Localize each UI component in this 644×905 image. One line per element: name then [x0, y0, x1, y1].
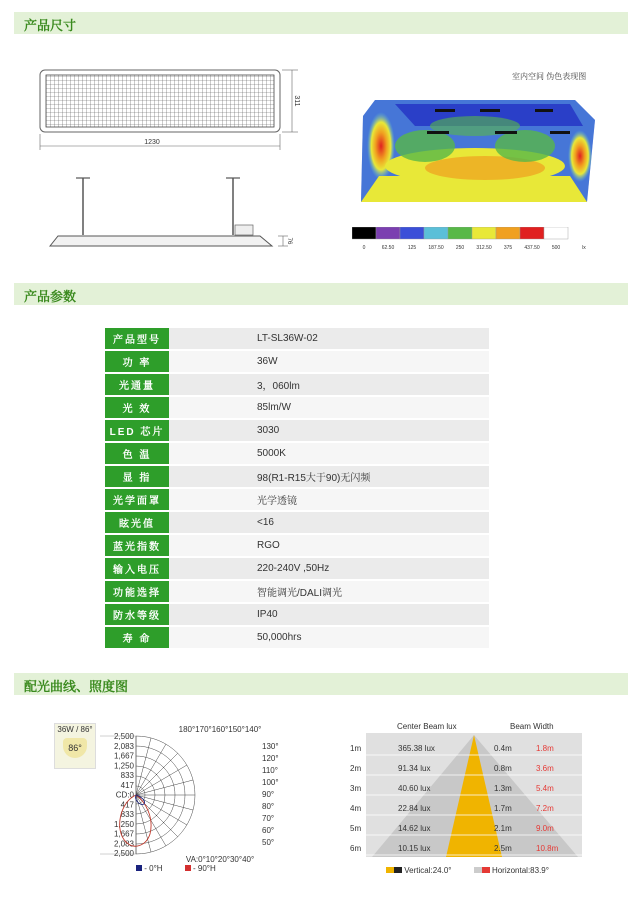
polar-scale-label: 2,083 — [113, 741, 134, 751]
beam-lux: 10.15 lux — [398, 844, 431, 853]
beam-width-vertical: 1.3m — [494, 784, 512, 793]
beam-distance: 3m — [350, 784, 362, 793]
param-key: 色 温 — [105, 442, 169, 465]
polar-angle-label: 100° — [262, 778, 279, 787]
param-value: <16 — [169, 511, 489, 534]
param-key: 光学面罩 — [105, 488, 169, 511]
side-view — [50, 236, 272, 246]
scale-swatch — [520, 227, 544, 239]
polar-angle-label: 130° — [262, 742, 279, 751]
beam-distance: 4m — [350, 804, 362, 813]
beam-width-horizontal: 5.4m — [536, 784, 554, 793]
scale-label: 375 — [503, 245, 513, 251]
heatmap-scale — [352, 227, 592, 255]
param-row — [105, 534, 489, 557]
param-value: 220-240V ,50Hz — [169, 557, 489, 580]
scale-swatch — [472, 227, 496, 239]
scale-label: 187.50 — [428, 245, 444, 251]
param-row — [105, 465, 489, 488]
polar-angle-label: 80° — [262, 802, 275, 811]
scale-label: 62.50 — [381, 245, 395, 251]
scale-swatch — [424, 227, 448, 239]
polar-scale-label: 1,250 — [113, 819, 134, 829]
beam-distance: 6m — [350, 844, 362, 853]
beam-lux: 22.84 lux — [398, 804, 431, 813]
legend-90h: - 90°H — [193, 864, 216, 873]
param-row — [105, 557, 489, 580]
polar-angle-label: 90° — [262, 790, 275, 799]
param-key: 寿 命 — [105, 626, 169, 649]
param-value: IP40 — [169, 603, 489, 626]
param-value: 3030 — [169, 419, 489, 442]
length-label: 1230 — [144, 139, 160, 146]
scale-label: 250 — [455, 245, 465, 251]
beam-lux: 14.62 lux — [398, 824, 431, 833]
polar-scale-label: 1,250 — [113, 761, 134, 771]
scale-swatch — [496, 227, 520, 239]
beam-width-horizontal: 3.6m — [536, 764, 554, 773]
polar-scale-label: 2,500 — [113, 849, 134, 858]
polar-scale-label: 833 — [120, 810, 134, 819]
beam-lux: 40.60 lux — [398, 784, 431, 793]
polar-scale-label: 2,500 — [113, 732, 134, 741]
polar-scale-label: 1,667 — [113, 751, 134, 761]
beam-lux: 365.38 lux — [398, 744, 435, 753]
param-key: 产品型号 — [105, 328, 169, 350]
polar-scale-label: 417 — [120, 800, 134, 810]
param-key: 输入电压 — [105, 557, 169, 580]
polar-angle-label: 50° — [262, 838, 275, 847]
param-key: 功 率 — [105, 350, 169, 373]
polar-legend — [136, 864, 216, 873]
param-key: 光 效 — [105, 396, 169, 419]
beam-header-right: Beam Width — [510, 722, 554, 731]
param-key: 功能选择 — [105, 580, 169, 603]
beam-width-horizontal: 10.8m — [536, 844, 559, 853]
legend-0h: - 0°H — [144, 864, 163, 873]
scale-label: 500 — [551, 245, 561, 251]
polar-scale-label: 1,667 — [113, 829, 134, 839]
legend-vertical: Vertical:24.0° — [404, 866, 452, 875]
legend-vertical-swatch — [386, 867, 394, 873]
scale-swatch — [448, 227, 472, 239]
scale-label: 312.50 — [476, 245, 492, 251]
polar-angle-label: 120° — [262, 754, 279, 763]
param-row — [105, 626, 489, 649]
beam-width-horizontal: 7.2m — [536, 804, 554, 813]
polar-angle-label: 110° — [262, 766, 278, 775]
beam-width-vertical: 1.7m — [494, 804, 512, 813]
param-key: 光通量 — [105, 373, 169, 396]
param-row — [105, 328, 489, 350]
param-key: 蓝光指数 — [105, 534, 169, 557]
section-header-parameters — [14, 283, 628, 305]
beam-header-left: Center Beam lux — [397, 722, 457, 731]
badge-title: 36W / 86° — [57, 725, 93, 734]
beam-width-vertical: 0.8m — [494, 764, 512, 773]
param-value: 36W — [169, 350, 489, 373]
polar-top-labels: 180°170°160°150°140° — [178, 725, 262, 734]
param-value: 98(R1-R15大于90)无闪频 — [169, 465, 489, 488]
param-row — [105, 396, 489, 419]
beam-distance: 2m — [350, 764, 362, 773]
polar-scale-label: 417 — [120, 780, 134, 790]
param-row — [105, 350, 489, 373]
beam-distance: 5m — [350, 824, 362, 833]
param-value: 3，060lm — [169, 373, 489, 396]
dimension-drawing — [30, 60, 310, 260]
scale-swatch — [352, 227, 376, 239]
parameters-table — [105, 328, 489, 650]
param-row — [105, 580, 489, 603]
beam-distance: 1m — [350, 744, 362, 753]
param-key: 眩光值 — [105, 511, 169, 534]
param-key: LED 芯片 — [105, 419, 169, 442]
param-row — [105, 488, 489, 511]
param-value: 智能调光/DALI调光 — [169, 580, 489, 603]
legend-0h-swatch — [136, 865, 142, 871]
param-value: RGO — [169, 534, 489, 557]
param-row — [105, 419, 489, 442]
section-header-dimensions — [14, 12, 628, 34]
heatmap-title: 室内空间 伪色表现图 — [512, 72, 587, 81]
beam-width-vertical: 2.1m — [494, 824, 512, 833]
scale-swatch — [400, 227, 424, 239]
polar-curve-chart — [100, 722, 290, 870]
param-key: 防水等级 — [105, 603, 169, 626]
scale-unit: lx — [582, 245, 586, 251]
polar-angle-label: 60° — [262, 826, 275, 835]
param-row — [105, 373, 489, 396]
param-key: 显 指 — [105, 465, 169, 488]
param-value: 50,000hrs — [169, 626, 489, 649]
section-title: 产品参数 — [24, 289, 77, 304]
beam-badge — [54, 723, 96, 769]
false-color-render — [355, 86, 600, 206]
scale-label: 125 — [407, 245, 417, 251]
illuminance-chart — [350, 733, 582, 861]
scale-swatch — [544, 227, 568, 239]
height-label: 76 — [286, 237, 292, 245]
param-value: 85lm/W — [169, 396, 489, 419]
polar-scale-label: 2,083 — [113, 839, 134, 849]
beam-width-vertical: 2.5m — [494, 844, 512, 853]
badge-angle: 86° — [63, 738, 87, 758]
beam-width-horizontal: 1.8m — [536, 744, 554, 753]
scale-label: 437.50 — [524, 245, 540, 251]
scale-swatch — [376, 227, 400, 239]
param-value: 5000K — [169, 442, 489, 465]
legend-horizontal: Horizontal:83.9° — [491, 866, 549, 875]
legend-90h-swatch — [185, 865, 191, 871]
param-row — [105, 603, 489, 626]
scale-label: 0 — [362, 245, 366, 251]
beam-width-vertical: 0.4m — [494, 744, 512, 753]
beam-legend — [386, 866, 549, 875]
width-label: 311 — [293, 95, 300, 107]
beam-lux: 91.34 lux — [398, 764, 431, 773]
polar-angle-label: 70° — [262, 814, 275, 823]
panel-grid — [46, 75, 274, 127]
section-title: 配光曲线、照度图 — [24, 679, 129, 694]
section-header-photometry — [14, 673, 628, 695]
param-value: LT-SL36W-02 — [169, 328, 489, 350]
param-row — [105, 511, 489, 534]
polar-bottom-labels: VA:0°10°20°30°40° — [185, 855, 255, 864]
section-title: 产品尺寸 — [24, 18, 77, 33]
polar-scale-label: 833 — [120, 771, 134, 780]
param-value: 光学透镜 — [169, 488, 489, 511]
param-row — [105, 442, 489, 465]
beam-width-horizontal: 9.0m — [536, 824, 554, 833]
legend-horizontal-swatch — [474, 867, 482, 873]
polar-scale-label: CD:0 — [115, 790, 134, 800]
